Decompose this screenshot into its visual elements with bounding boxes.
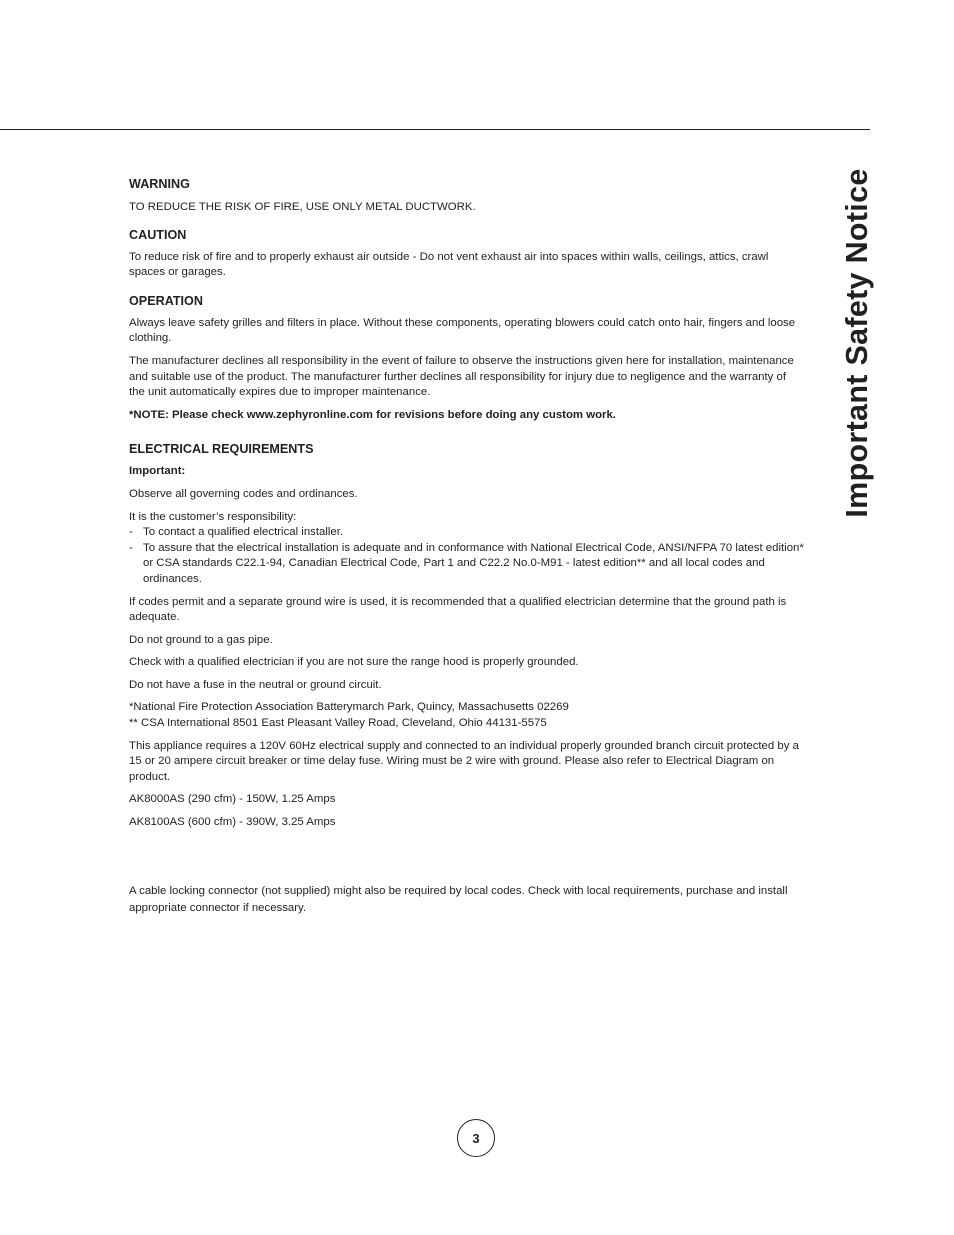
connector-text: A cable locking connector (not supplied) might also be required by local codes. Check with local requirements, purchase and install appropriate connector if necessary. (129, 884, 788, 914)
footnote-csa: ** CSA International 8501 East Pleasant Valley Road, Cleveland, Ohio 44131-5575 (129, 717, 547, 730)
page-number-label: 3 (472, 1130, 480, 1146)
warning-text: TO REDUCE THE RISK OF FIRE, USE ONLY METAL DUCTWORK. (129, 201, 476, 213)
responsibility-list (129, 525, 805, 587)
model-spec-2: AK8100AS (600 cfm) - 390W, 3.25 Amps (129, 816, 336, 829)
caution-heading: CAUTION (129, 227, 187, 242)
fuse-text: Do not have a fuse in the neutral or ground circuit. (129, 678, 382, 691)
list-item: - To assure that the electrical installation is adequate and in conformance with National Electrical Code, ANSI/NFPA 70 latest edition* or CSA standards C22.1-94, Canadian Electrical Code, Part 1 and C22.2 No.0-M91 - latest edition** and all local codes and ordinances. (129, 541, 805, 588)
model-spec-1: AK8000AS (290 cfm) - 150W, 1.25 Amps (129, 793, 336, 806)
electrical-heading: ELECTRICAL REQUIREMENTS (129, 442, 314, 457)
ground-wire-text: If codes permit and a separate ground wire is used, it is recommended that a qualified electrician determine that the ground path is adequate. (129, 595, 787, 624)
page-number (457, 1119, 495, 1157)
operation-paragraph-2: The manufacturer declines all responsibility in the event of failure to observe the instructions given here for installation, maintenance and suitable use of the product. The manufacturer further declines all responsibility for injury due to negligence and the warranty of the unit automatically expires due to improper maintenance. (129, 354, 794, 399)
document-body (129, 176, 805, 917)
warning-heading: WARNING (129, 177, 190, 191)
electrical-supply-text: This appliance requires a 120V 60Hz electrical supply and connected to an individual properly grounded branch circuit protected by a 15 or 20 ampere circuit breaker or time delay fuse. Wiring must be 2 wire with ground. Please also refer to Electrical Diagram on product. (129, 739, 799, 783)
caution-text: To reduce risk of fire and to properly exhaust air outside - Do not vent exhaust air into spaces within walls, ceilings, attics, crawl spaces or garages. (129, 250, 769, 279)
responsibility-text: It is the customer’s responsibility: (129, 510, 297, 523)
list-item: - To contact a qualified electrical installer. (129, 525, 805, 541)
revisions-note: *NOTE: Please check www.zephyronline.com for revisions before doing any custom work. (129, 408, 616, 421)
observe-codes-text: Observe all governing codes and ordinances. (129, 487, 358, 500)
side-title: Important Safety Notice (840, 168, 874, 518)
gas-pipe-text: Do not ground to a gas pipe. (129, 633, 273, 646)
grounding-check-text: Check with a qualified electrician if you are not sure the range hood is properly grounded. (129, 656, 579, 669)
important-label: Important: (129, 465, 186, 478)
operation-paragraph-1: Always leave safety grilles and filters in place. Without these components, operating blowers could catch onto hair, fingers and loose clothing. (129, 316, 796, 345)
footnote-nfpa: *National Fire Protection Association Batterymarch Park, Quincy, Massachusetts 02269 (129, 701, 569, 714)
header-rule (0, 129, 870, 130)
operation-heading: OPERATION (129, 293, 203, 308)
